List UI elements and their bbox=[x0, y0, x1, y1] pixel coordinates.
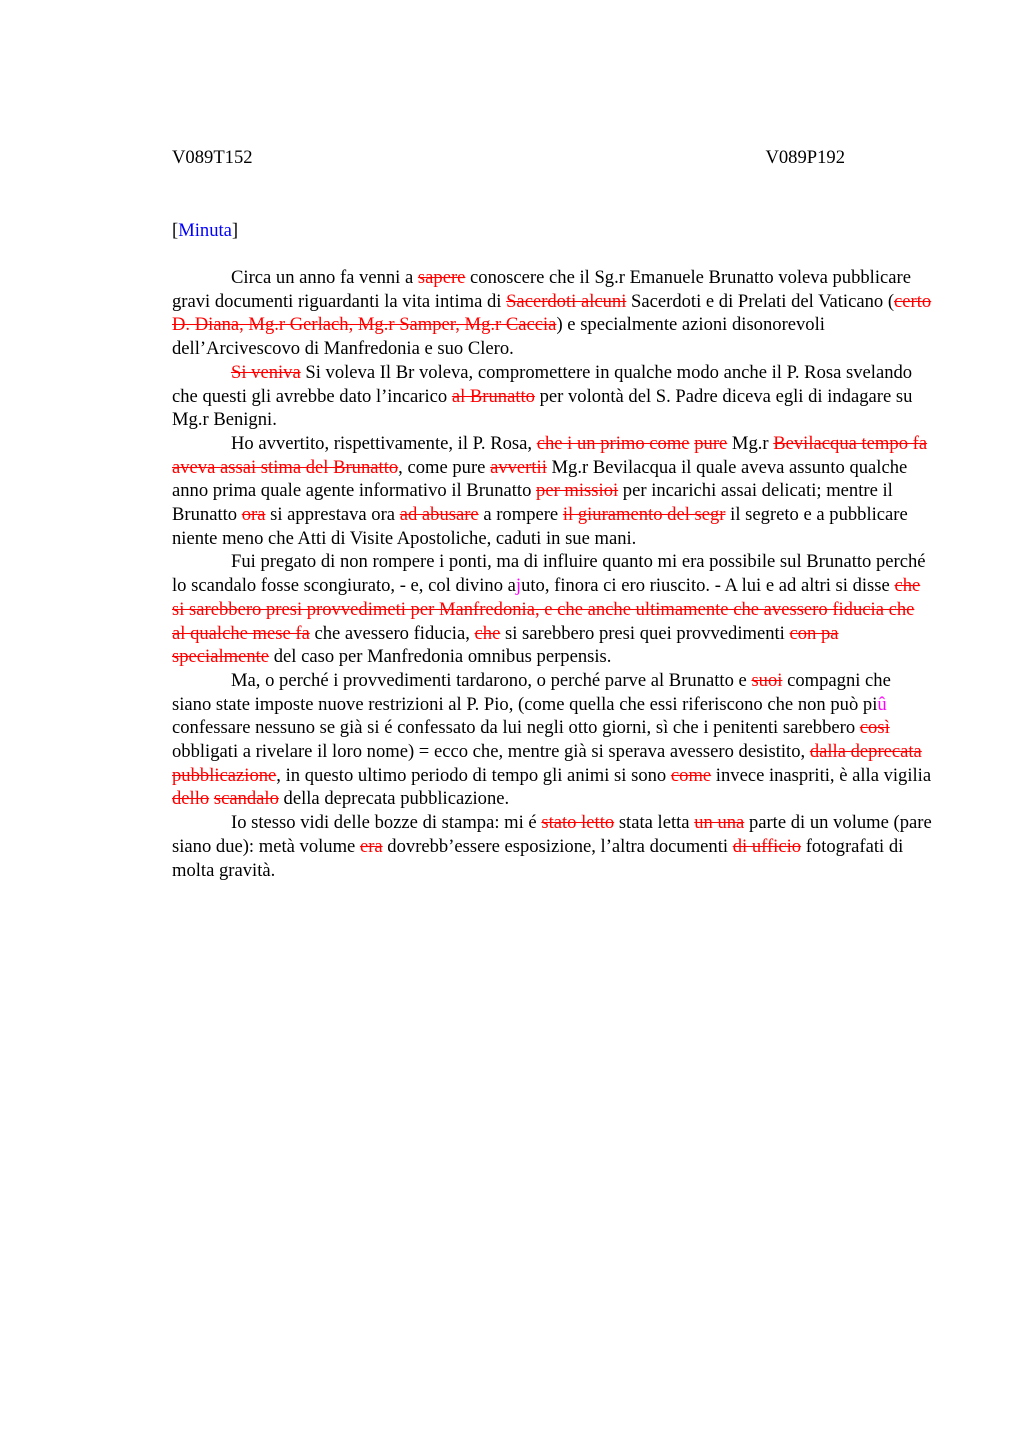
deleted-text: certo D. Diana, Mg.r Gerlach, Mg.r Samper, Mg.r Caccia bbox=[172, 290, 932, 336]
text-run: , come pure bbox=[398, 456, 491, 478]
deleted-text: al Brunatto bbox=[451, 385, 535, 407]
deleted-text: ora bbox=[241, 504, 266, 526]
deleted-text: stato letto bbox=[541, 812, 615, 834]
text-run: confessare nessuno se già si é confessato da lui negli otto giorni, sì che i penitenti sarebbero bbox=[172, 717, 860, 739]
text-run: che avessero fiducia, bbox=[309, 622, 475, 644]
text-run: Mg.r Bevilacqua il quale aveva assunto qualche anno prima quale agente informativo il Brunatto bbox=[172, 456, 908, 502]
paragraph-4 bbox=[172, 550, 932, 669]
paragraph-2 bbox=[172, 361, 932, 432]
text-run: della deprecata pubblicazione. bbox=[278, 788, 510, 810]
deleted-text: dello bbox=[172, 788, 210, 810]
document-page bbox=[172, 146, 932, 882]
text-run: Io stesso vidi delle bozze di stampa: mi é bbox=[231, 812, 542, 834]
text-run: Si voleva Il Br voleva, compromettere in qualche modo anche il P. Rosa svelando che questi gli avrebbe dato l’incarico bbox=[172, 361, 913, 407]
deleted-text: ad abusare bbox=[399, 504, 479, 526]
text-run: il segreto e a pubblicare niente meno che Atti di Visite Apostoliche, caduti in sue mani. bbox=[172, 504, 908, 549]
text-run: fotografati di molta gravità. bbox=[172, 835, 904, 881]
text-run: si apprestava ora bbox=[265, 504, 400, 526]
paragraph-5 bbox=[172, 669, 932, 811]
deleted-text: Si veniva bbox=[231, 361, 301, 383]
text-run: , in questo ultimo periodo di tempo gli animi si sono bbox=[276, 764, 671, 786]
text-run: ) e specialmente azioni disonorevoli dell’Arcivescovo di Manfredonia e suo Clero. bbox=[172, 314, 825, 360]
deleted-text: dalla deprecata pubblicazione bbox=[172, 741, 922, 786]
title-bracket-open: [ bbox=[172, 220, 179, 241]
text-run: del caso per Manfredonia omnibus perpensis. bbox=[269, 646, 612, 668]
text-run: per incarichi assai delicati; mentre il Brunatto bbox=[172, 480, 893, 526]
text-run: Mg.r bbox=[727, 432, 774, 454]
deleted-text: avvertii bbox=[490, 456, 547, 478]
text-run: Fui pregato di non rompere i ponti, ma di influire quanto mi era possibile sul Brunatto perché lo scandalo fosse scongiurato, - e, col divino a bbox=[172, 551, 926, 597]
deleted-text: che i un primo come bbox=[536, 432, 690, 454]
text-run: Sacerdoti e di Prelati del Vaticano ( bbox=[626, 290, 895, 312]
text-run: a rompere bbox=[478, 504, 563, 526]
text-run: invece inaspriti, è alla vigilia bbox=[711, 764, 932, 786]
text-run: conoscere che il Sg.r Emanuele Brunatto voleva pubblicare gravi documenti riguardanti la vita intima di bbox=[172, 267, 911, 312]
document-title bbox=[172, 219, 932, 243]
deleted-text: Sacerdoti alcuni bbox=[506, 290, 627, 312]
text-run: obbligati a rivelare il loro nome) = ecco che, mentre già si sperava avessero desistito, bbox=[172, 741, 810, 763]
left-code: V089T152 bbox=[172, 147, 253, 168]
corrected-letter: û bbox=[877, 693, 887, 715]
deleted-text: che si sarebbero presi provvedimeti per Manfredonia, e che anche ultimamente che avessero fiducia che al qualche mese fa bbox=[172, 575, 921, 644]
deleted-text: che bbox=[474, 622, 501, 644]
text-run: dovrebb’essere esposizione, l’altra documenti bbox=[382, 835, 733, 857]
text-run: parte di un volume (pare siano due): metà volume bbox=[172, 812, 932, 857]
text-run: stata letta bbox=[614, 812, 695, 834]
text-run: Ma, o perché i provvedimenti tardarono, o perché parve al Brunatto e bbox=[231, 669, 752, 691]
deleted-text: scandalo bbox=[213, 788, 279, 810]
text-run: si sarebbero presi quei provvedimenti bbox=[500, 622, 790, 644]
text-run: Ho avvertito, rispettivamente, il P. Rosa, bbox=[231, 432, 537, 454]
deleted-text: di ufficio bbox=[732, 835, 802, 857]
deleted-text: così bbox=[859, 717, 890, 739]
document-header bbox=[172, 146, 845, 170]
letter-body bbox=[172, 266, 932, 882]
deleted-text: Bevilacqua tempo fa aveva assai stima del Brunatto bbox=[172, 432, 928, 478]
deleted-text: specialmente bbox=[172, 646, 270, 668]
deleted-text: era bbox=[359, 835, 383, 857]
title-bracket-close: ] bbox=[231, 220, 239, 241]
text-run: Circa un anno fa venni a bbox=[231, 267, 418, 288]
deleted-text: come bbox=[670, 764, 712, 786]
corrected-letter: j bbox=[515, 575, 522, 597]
text-run: compagni che siano state imposte nuove restrizioni al P. Pio, (come quella che essi riferiscono che non può pi bbox=[172, 669, 891, 715]
deleted-text: suoi bbox=[751, 669, 783, 691]
deleted-text: il giuramento del segr bbox=[562, 504, 726, 526]
deleted-text: un una bbox=[694, 812, 745, 834]
paragraph-6 bbox=[172, 811, 932, 882]
deleted-text: sapere bbox=[417, 267, 466, 288]
paragraph-3 bbox=[172, 432, 932, 551]
paragraph-1 bbox=[172, 266, 932, 361]
right-code: V089P192 bbox=[765, 147, 845, 168]
text-run: per volontà del S. Padre diceva egli di indagare su Mg.r Benigni. bbox=[172, 385, 913, 431]
title-word: Minuta bbox=[178, 220, 232, 241]
deleted-text: pure bbox=[694, 432, 728, 454]
deleted-text: per missioi bbox=[536, 480, 619, 502]
text-run: uto, finora ci ero riuscito. - A lui e ad altri si disse bbox=[521, 575, 895, 597]
deleted-text: con pa bbox=[789, 622, 839, 644]
